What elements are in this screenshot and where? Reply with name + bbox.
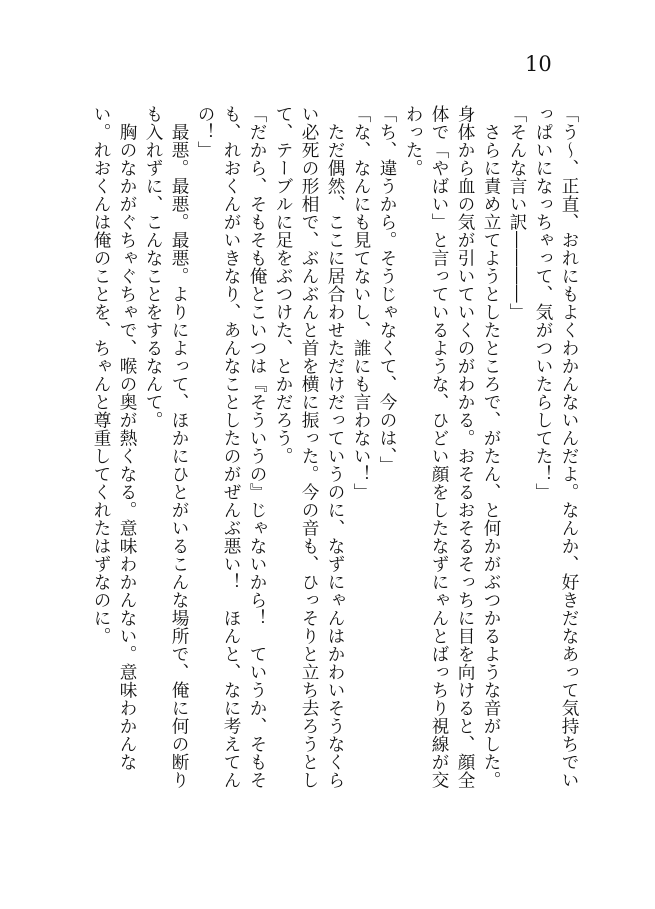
paragraph-2: 「そんな言い訳――――」 bbox=[507, 105, 527, 321]
paragraph-5: 「な、なんにも見てないし、誰にも言わない！」 bbox=[351, 105, 371, 501]
paragraph-8: 最悪。最悪。最悪。よりによって、ほかにひとがいるこんな場所で、俺に何の断りも入れずに、こんなことをするなんて。 bbox=[143, 105, 189, 789]
paragraph-9: 胸のなかがぐちゃぐちゃで、喉の奥が熱くなる。意味わかんない。意味わかんない。れおくんは俺のことを、ちゃんと尊重してくれたはずなのに。 bbox=[91, 105, 137, 771]
paragraph-7: 「だから、そもそも俺とこいつは『そういうの』じゃないから！ ていうか、そもそも、れおくんがいきなり、あんなことしたのがぜんぶ悪い！ ほんと、なに考えてんの！」 bbox=[195, 105, 267, 789]
paragraph-4: 「ち、違うから。そうじゃなくて、今のは、」 bbox=[377, 105, 397, 475]
paragraph-3: さらに責め立てようとしたところで、がたん、と何かがぶつかるような音がした。身体から血の気が引いていくのがわかる。おそるおそるそっちに目を向けると、顔全体で「やばい」と言っているような、ひどい顔をしたなずにゃんとばっちり視線が交わった。 bbox=[403, 105, 501, 789]
paragraph-1: 「う～、正直、おれにもよくわかんないんだよ。なんか、好きだなあって気持ちでいっぱいになっちゃって、気がついたらしてた！」 bbox=[533, 105, 579, 789]
page-number: 10 bbox=[525, 52, 552, 76]
novel-body-text bbox=[91, 105, 582, 805]
paragraph-6: ただ偶然、ここに居合わせただけだっていうのに、なずにゃんはかわいそうなくらい必死の形相で、ぶんぶんと首を横に振った。今の音も、ひっそりと立ち去ろうとして、テーブルに足をぶつけた、とかだろう。 bbox=[273, 105, 345, 789]
